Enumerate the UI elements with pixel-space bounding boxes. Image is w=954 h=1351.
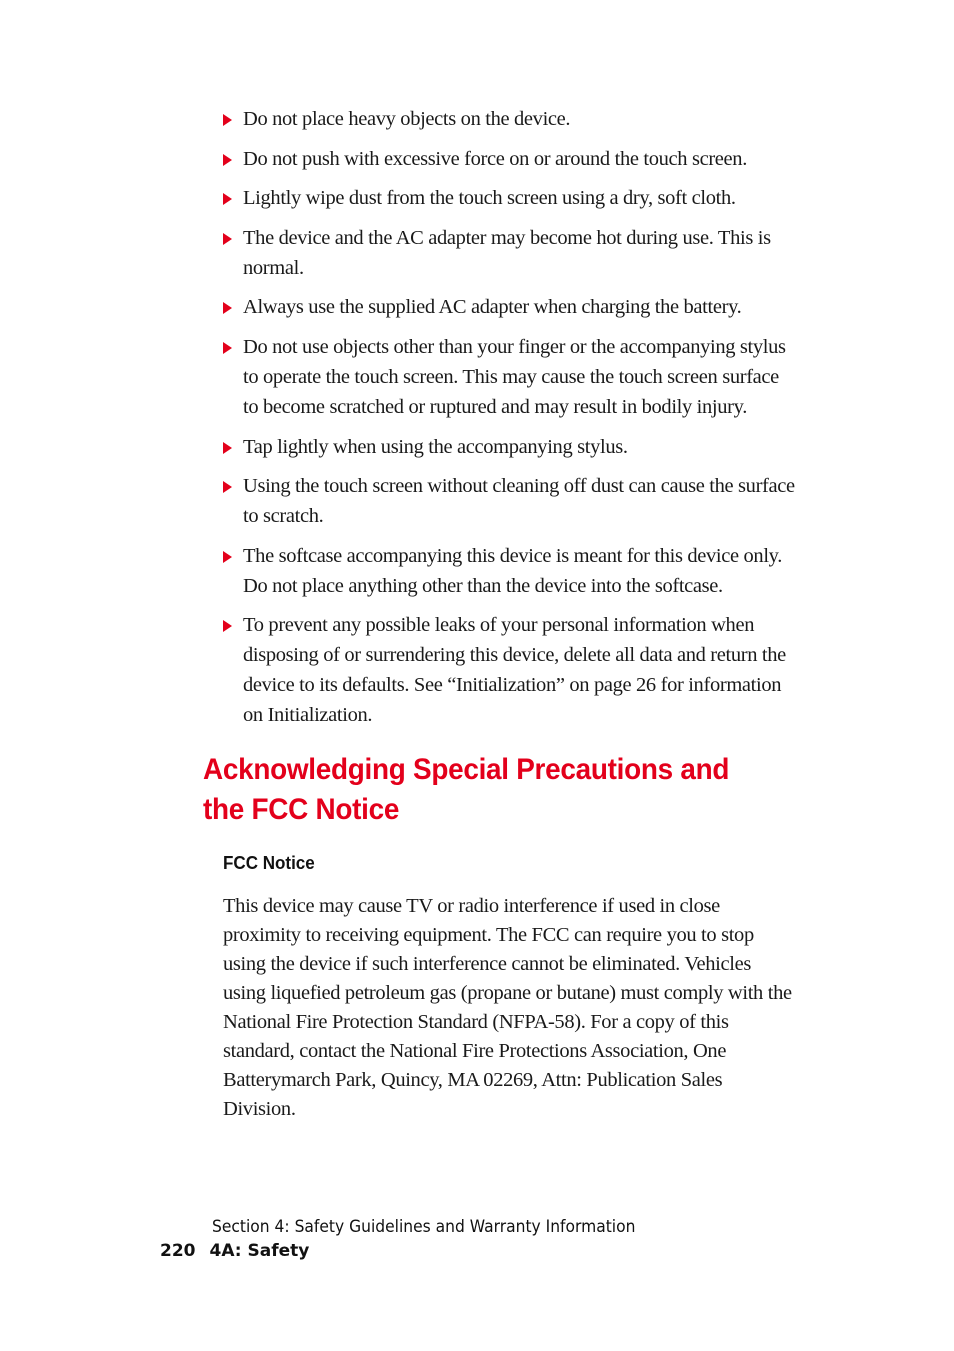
- bullet-triangle-icon: [223, 233, 232, 245]
- list-item: [222, 610, 797, 730]
- bullet-triangle-icon: [223, 551, 232, 563]
- fcc-notice-paragraph: This device may cause TV or radio interference if used in close proximity to receiving equipment. The FCC can require you to stop using the device if such interference cannot be eliminated. Vehicles using liquefied petroleum gas (propane or butane) must comply with the National Fire Protection Standard (NFPA-58). For a copy of this standard, contact the National Fire Protections Association, One Batterymarch Park, Quincy, MA 02269, Attn: Publication Sales Division.: [223, 895, 792, 1120]
- list-item-text: Using the touch screen without cleaning off dust can cause the surface to scratch.: [243, 475, 795, 528]
- list-item: [222, 183, 797, 213]
- list-item-text: Always use the supplied AC adapter when charging the battery.: [243, 296, 742, 319]
- bullet-triangle-icon: [223, 302, 232, 314]
- list-item: [222, 332, 797, 422]
- page-number: 220: [160, 1241, 196, 1261]
- fcc-notice-subheading: FCC Notice: [223, 852, 315, 873]
- list-item-text: Do not place heavy objects on the device.: [243, 108, 571, 130]
- list-item: [222, 541, 797, 601]
- bullet-triangle-icon: [223, 620, 232, 632]
- list-item-text: To prevent any possible leaks of your personal information when disposing of or surrendering this device, delete all data and return the device to its defaults. See “Initialization” on page 26 for information on Initialization.: [243, 614, 786, 727]
- bullet-triangle-icon: [223, 481, 232, 493]
- footer-page-info: [160, 1239, 309, 1263]
- bullet-triangle-icon: [223, 442, 232, 454]
- list-item: [222, 471, 797, 531]
- list-item: [222, 144, 797, 174]
- bullet-triangle-icon: [223, 193, 232, 205]
- list-item-text: Lightly wipe dust from the touch screen using a dry, soft cloth.: [243, 187, 736, 210]
- list-item: [222, 104, 797, 134]
- list-item-text: Do not use objects other than your finger or the accompanying stylus to operate the touch screen. This may cause the touch screen surface to become scratched or ruptured and may result in bodily injury.: [243, 335, 786, 418]
- footer-section-title: Section 4: Safety Guidelines and Warranty Information: [212, 1217, 636, 1236]
- bullet-triangle-icon: [223, 342, 232, 354]
- list-item-text: The softcase accompanying this device is meant for this device only. Do not place anything other than the device into the softcase.: [243, 544, 783, 597]
- list-item-text: Do not push with excessive force on or around the touch screen.: [243, 147, 747, 170]
- bullet-triangle-icon: [223, 154, 232, 166]
- list-item-text: Tap lightly when using the accompanying stylus.: [243, 435, 628, 458]
- list-item-text: The device and the AC adapter may become hot during use. This is normal.: [243, 226, 771, 279]
- list-item: [222, 432, 797, 462]
- list-item: [222, 223, 797, 283]
- bullet-triangle-icon: [223, 114, 232, 126]
- list-item: [222, 292, 797, 322]
- precautions-list: [222, 104, 797, 740]
- chapter-label: 4A: Safety: [209, 1241, 310, 1261]
- section-heading: Acknowledging Special Precautions and the FCC Notice: [203, 753, 730, 826]
